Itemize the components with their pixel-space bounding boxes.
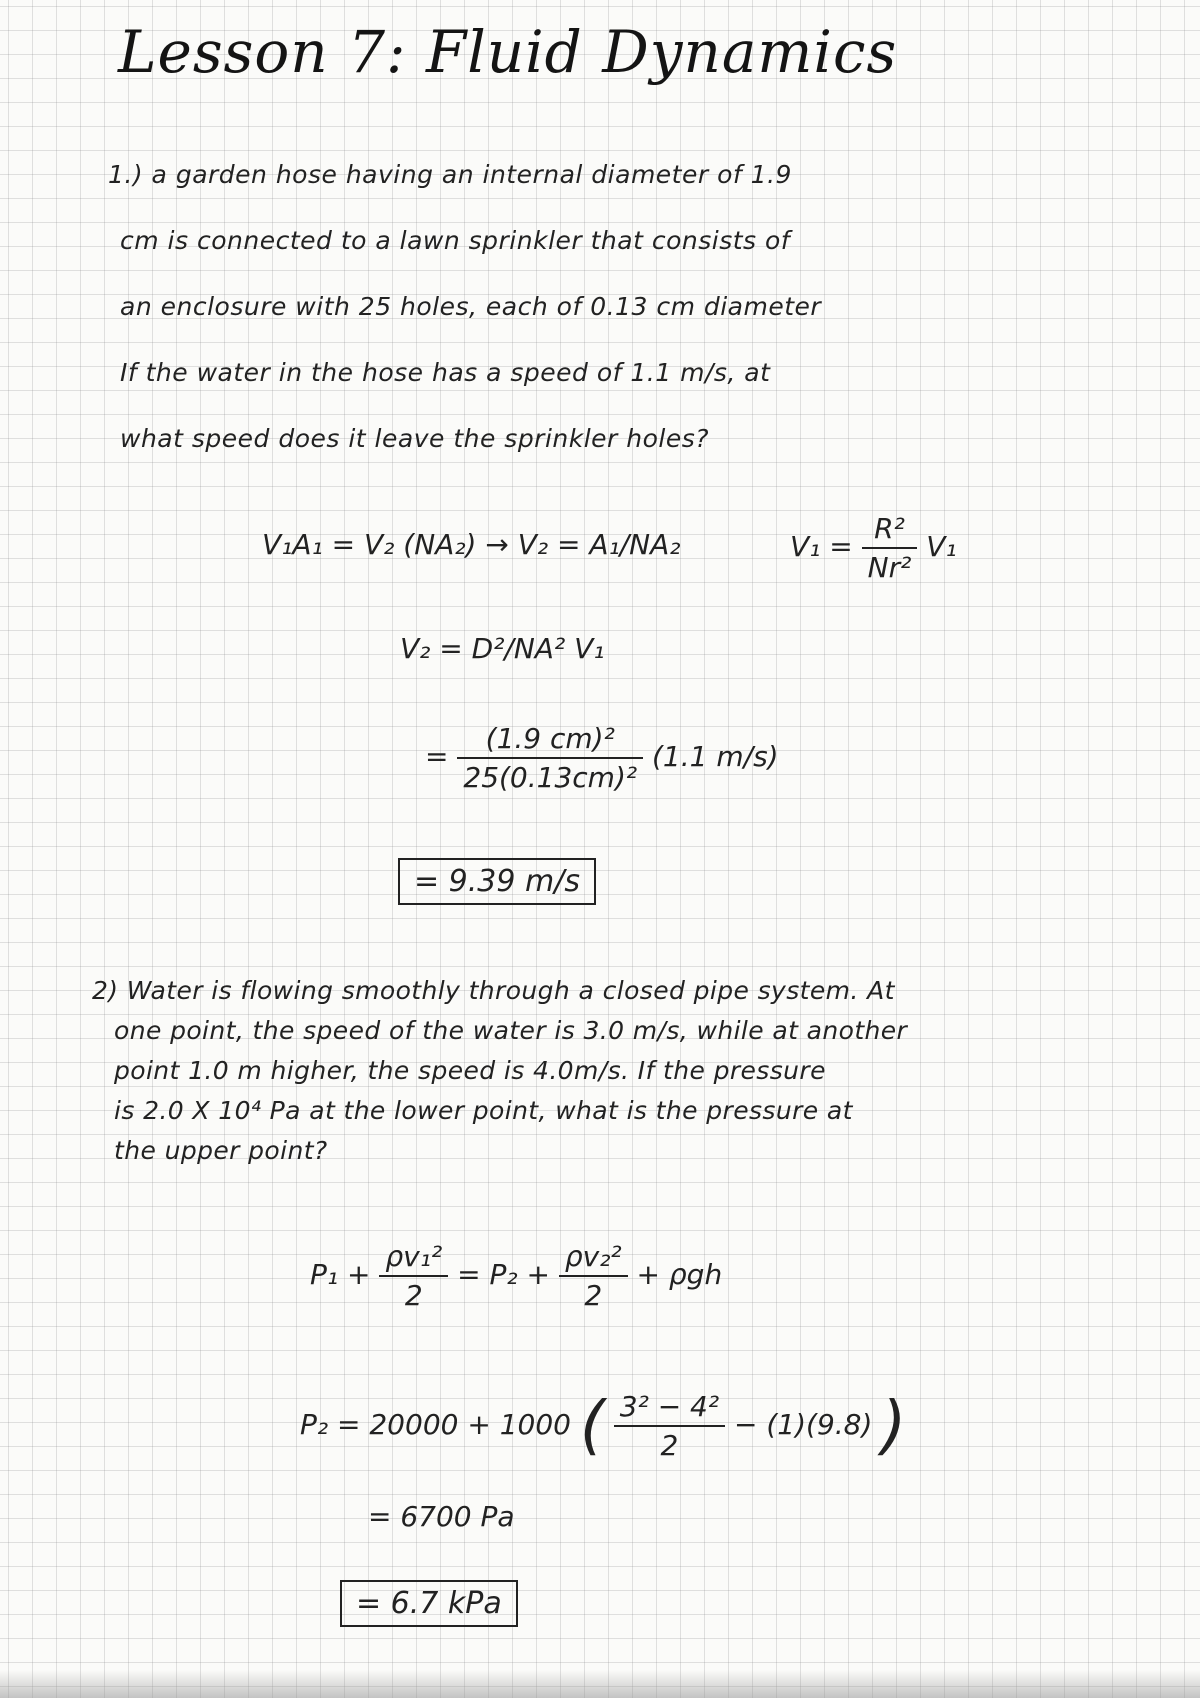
- pressure-velocity-denominator: 2: [660, 1429, 679, 1462]
- pressure-substitution-lhs: P₂ = 20000 + 1000: [300, 1408, 571, 1441]
- velocity-ratio-tail: V₁: [926, 530, 957, 563]
- pressure-result: = 6700 Pa: [368, 1500, 515, 1533]
- close-paren: ): [881, 1389, 907, 1463]
- problem-2-text: [92, 976, 1152, 1196]
- page-edge-shadow: [0, 1670, 1200, 1698]
- bernoulli-potential: + ρgh: [636, 1258, 723, 1291]
- bernoulli-kinetic-2-num: ρv₂²: [559, 1240, 628, 1277]
- problem-2-line-3: point 1.0 m higher, the speed is 4.0m/s. If the pressure: [114, 1056, 826, 1085]
- bernoulli-kinetic-1-den: 2: [404, 1279, 423, 1312]
- velocity-ratio-fraction: [862, 512, 918, 584]
- pressure-height-term: − (1)(9.8): [734, 1408, 873, 1441]
- problem-1-answer: = 9.39 m/s: [398, 858, 596, 905]
- problem-1-line-1: 1.) a garden hose having an internal diameter of 1.9: [108, 160, 792, 189]
- bernoulli-kinetic-1-num: ρv₁²: [379, 1240, 448, 1277]
- v2-substitution-velocity: (1.1 m/s): [652, 740, 779, 773]
- bernoulli-p1: P₁ +: [310, 1258, 371, 1291]
- v2-substitution-denominator: 25(0.13cm)²: [463, 761, 638, 794]
- v2-substitution-equals: =: [425, 740, 449, 773]
- velocity-ratio-denominator: Nr²: [867, 551, 912, 584]
- velocity-ratio-numerator: R²: [862, 512, 918, 549]
- velocity-ratio-lhs: V₁ =: [790, 530, 853, 563]
- v2-substitution-fraction: [457, 722, 643, 794]
- open-paren: (: [579, 1389, 605, 1463]
- problem-1-line-5: what speed does it leave the sprinkler holes?: [120, 424, 710, 453]
- problem-1-text: [108, 150, 1108, 480]
- pressure-velocity-numerator: 3² − 4²: [614, 1390, 725, 1427]
- problem-1-line-3: an enclosure with 25 holes, each of 0.13 cm diameter: [120, 292, 822, 321]
- bernoulli-kinetic-1: [379, 1240, 448, 1312]
- bernoulli-kinetic-2: [559, 1240, 628, 1312]
- v2-diameter-equation: V₂ = D²/NA² V₁: [400, 632, 605, 665]
- bernoulli-p2: = P₂ +: [457, 1258, 550, 1291]
- page-title: Lesson 7: Fluid Dynamics: [118, 18, 898, 86]
- problem-1-line-2: cm is connected to a lawn sprinkler that consists of: [120, 226, 791, 255]
- problem-2-answer: = 6.7 kPa: [340, 1580, 518, 1627]
- bernoulli-equation: [310, 1240, 722, 1312]
- problem-1-line-4: If the water in the hose has a speed of 1.1 m/s, at: [120, 358, 771, 387]
- velocity-ratio-equation: [790, 512, 957, 584]
- pressure-velocity-fraction: [614, 1390, 725, 1462]
- v2-substitution-numerator: (1.9 cm)²: [457, 722, 643, 759]
- problem-2-line-2: one point, the speed of the water is 3.0 m/s, while at another: [114, 1016, 908, 1045]
- problem-2-line-5: the upper point?: [114, 1136, 328, 1165]
- pressure-substitution: [300, 1390, 906, 1462]
- problem-2-line-1: 2) Water is flowing smoothly through a closed pipe system. At: [92, 976, 895, 1005]
- bernoulli-kinetic-2-den: 2: [584, 1279, 603, 1312]
- problem-2-line-4: is 2.0 X 10⁴ Pa at the lower point, what is the pressure at: [114, 1096, 853, 1125]
- continuity-equation: V₁A₁ = V₂ (NA₂) → V₂ = A₁/NA₂: [262, 528, 681, 561]
- v2-substitution: [425, 722, 779, 794]
